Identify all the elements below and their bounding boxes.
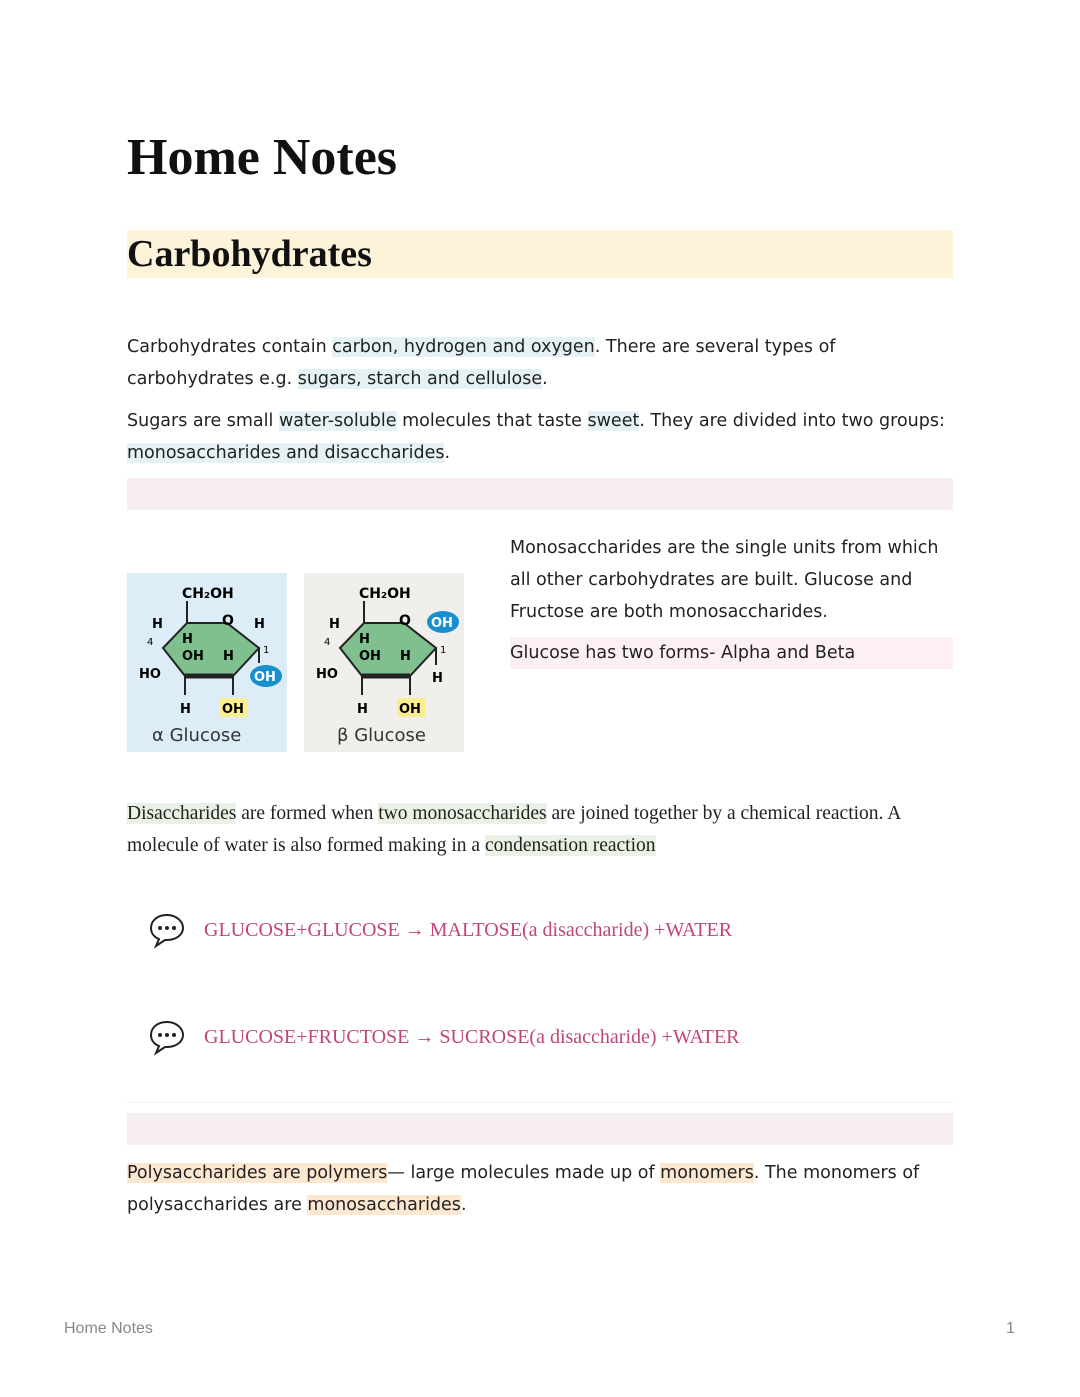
paragraph-polysaccharides xyxy=(127,1157,953,1221)
equation-sucrose xyxy=(148,1018,740,1056)
svg-text:H: H xyxy=(359,632,370,647)
svg-text:OH: OH xyxy=(431,616,453,631)
svg-text:H: H xyxy=(182,632,193,647)
text-segment: — large molecules made up of xyxy=(387,1163,661,1183)
svg-text:β Glucose: β Glucose xyxy=(337,725,426,746)
svg-text:OH: OH xyxy=(254,670,276,685)
divider xyxy=(127,1102,953,1103)
text-segment: Carbohydrates contain xyxy=(127,337,333,357)
monosaccharides-text: Monosaccharides are the single units from which all other carbohydrates are built. Glucose and Fructose are both monosaccharides. xyxy=(510,538,939,622)
highlighted-text: monosaccharides and disaccharides xyxy=(127,443,445,463)
text-segment: are joined together by a chemical reaction. A molecule of water is also formed making in a xyxy=(127,803,901,856)
highlighted-text: Disaccharides xyxy=(127,803,237,824)
svg-text:H: H xyxy=(400,649,411,664)
beta-glucose-diagram xyxy=(304,573,464,752)
svg-text:α Glucose: α Glucose xyxy=(152,725,242,746)
svg-text:H: H xyxy=(223,649,234,664)
section-heading-band xyxy=(127,230,953,278)
svg-text:4: 4 xyxy=(147,637,154,648)
text-segment: are formed when xyxy=(236,803,379,824)
svg-text:CH₂OH: CH₂OH xyxy=(182,586,234,602)
svg-text:H: H xyxy=(180,702,191,717)
highlighted-text: carbon, hydrogen and oxygen xyxy=(332,337,595,357)
text-segment: . They are divided into two groups: xyxy=(639,411,945,431)
paragraph-disaccharides xyxy=(127,798,957,862)
glucose-note: Glucose has two forms- Alpha and Beta xyxy=(510,643,856,663)
highlighted-text: condensation reaction xyxy=(484,835,656,856)
svg-text:1: 1 xyxy=(440,645,447,656)
svg-text:CH₂OH: CH₂OH xyxy=(359,586,411,602)
highlighted-text: two monosaccharides xyxy=(378,803,547,824)
svg-text:4: 4 xyxy=(324,637,331,648)
paragraph-sugars xyxy=(127,405,953,469)
equation-maltose xyxy=(148,911,732,949)
svg-text:OH: OH xyxy=(222,702,244,717)
speech-bubble-icon xyxy=(148,1018,186,1056)
text-segment: . xyxy=(444,443,451,463)
svg-text:OH: OH xyxy=(359,649,381,664)
highlighted-text: Polysaccharides are polymers xyxy=(127,1163,388,1183)
divider-band xyxy=(127,478,953,510)
svg-text:OH: OH xyxy=(182,649,204,664)
alpha-glucose-diagram xyxy=(127,573,287,752)
text-segment: . xyxy=(460,1195,467,1215)
svg-text:H: H xyxy=(432,671,443,686)
text-segment: . The monomers of polysaccharides are xyxy=(127,1163,920,1215)
text-segment: . There are several types of carbohydrates e.g. xyxy=(127,337,836,389)
paragraph-intro xyxy=(127,331,953,395)
svg-text:O: O xyxy=(222,613,234,629)
svg-text:H: H xyxy=(329,617,340,632)
footer-title: Home Notes xyxy=(64,1320,153,1337)
section-heading: Carbohydrates xyxy=(127,233,372,275)
svg-text:1: 1 xyxy=(263,645,270,656)
highlighted-text: sweet xyxy=(587,411,640,431)
text-segment: . xyxy=(542,369,548,389)
equation-text: GLUCOSE+GLUCOSE → MALTOSE(a disaccharide) +WATER xyxy=(204,918,733,941)
page-title: Home Notes xyxy=(127,129,398,186)
svg-text:O: O xyxy=(399,613,411,629)
text-segment: Sugars are small xyxy=(127,411,279,431)
page-number: 1 xyxy=(1006,1320,1015,1337)
divider-band xyxy=(127,1113,953,1145)
speech-bubble-icon xyxy=(148,911,186,949)
svg-text:HO: HO xyxy=(316,667,338,682)
svg-text:H: H xyxy=(152,617,163,632)
svg-text:OH: OH xyxy=(399,702,421,717)
highlighted-text: monosaccharides xyxy=(307,1195,461,1215)
highlighted-text: sugars, starch and cellulose xyxy=(297,369,543,389)
highlighted-text: water-soluble xyxy=(278,411,397,431)
text-segment: molecules that taste xyxy=(396,411,588,431)
svg-text:H: H xyxy=(357,702,368,717)
svg-text:H: H xyxy=(254,617,265,632)
svg-text:HO: HO xyxy=(139,667,161,682)
glucose-note-box xyxy=(510,637,953,669)
equation-text: GLUCOSE+FRUCTOSE → SUCROSE(a disaccharide) +WATER xyxy=(204,1025,740,1048)
highlighted-text: monomers xyxy=(660,1163,754,1183)
